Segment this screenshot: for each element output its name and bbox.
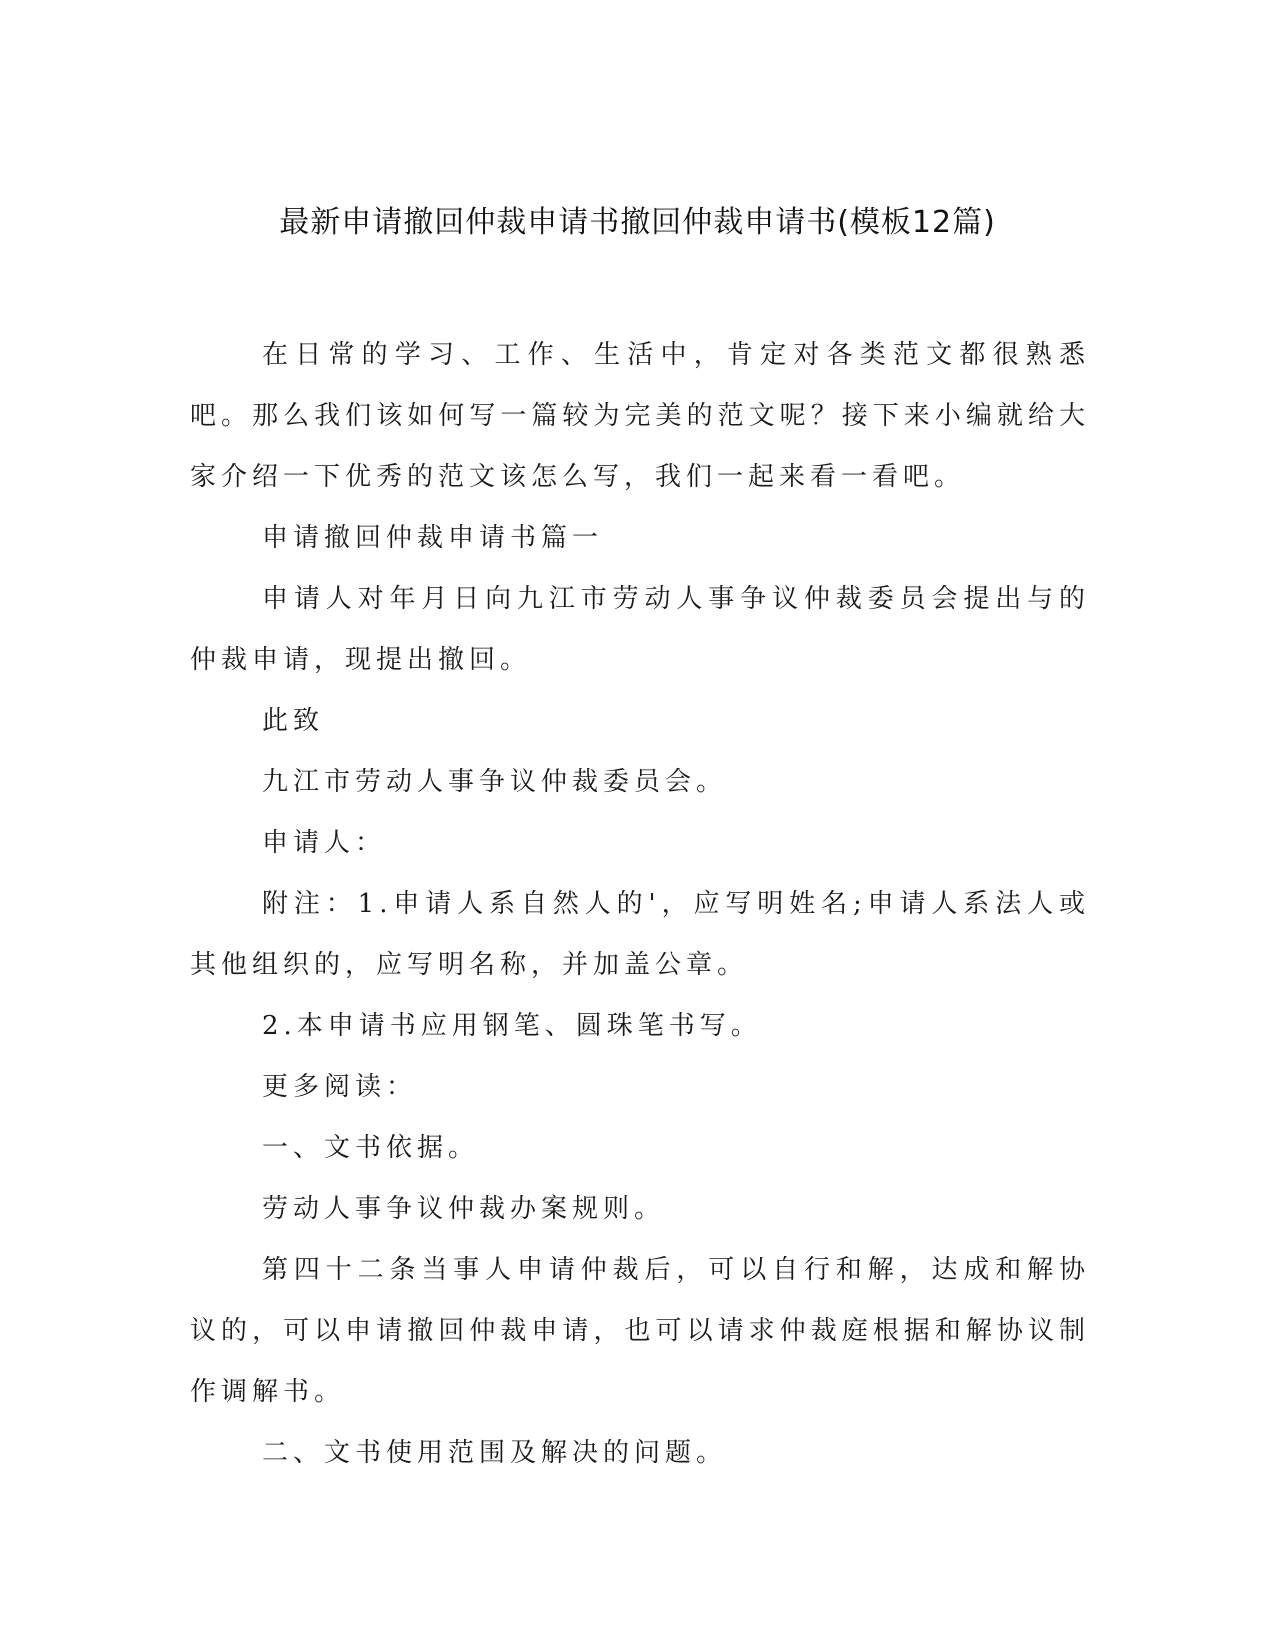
note-paragraph: 2.本申请书应用钢笔、圆珠笔书写。 bbox=[262, 1011, 762, 1041]
applicant-label: 申请人： bbox=[262, 828, 387, 858]
document-body bbox=[190, 325, 1090, 1484]
section-heading: 申请撤回仲裁申请书篇一 bbox=[262, 523, 604, 553]
body-paragraph: 第四十二条当事人申请仲裁后，可以自行和解，达成和解协议的，可以申请撤回仲裁申请，也可以请求仲裁庭根据和解协议制作调解书。 bbox=[190, 1255, 1090, 1407]
body-paragraph: 劳动人事争议仲裁办案规则。 bbox=[262, 1194, 666, 1224]
body-paragraph: 申请人对年月日向九江市劳动人事争议仲裁委员会提出与的仲裁申请，现提出撤回。 bbox=[190, 584, 1090, 675]
recipient: 九江市劳动人事争议仲裁委员会。 bbox=[262, 767, 728, 797]
more-reading-label: 更多阅读： bbox=[262, 1072, 418, 1102]
section-heading: 一、文书依据。 bbox=[262, 1133, 480, 1163]
note-paragraph: 附注：1.申请人系自然人的'，应写明姓名;申请人系法人或其他组织的，应写明名称，并加盖公章。 bbox=[190, 889, 1090, 980]
document-title: 最新申请撤回仲裁申请书撤回仲裁申请书(模板12篇) bbox=[279, 205, 996, 240]
salutation: 此致 bbox=[262, 706, 325, 736]
intro-paragraph: 在日常的学习、工作、生活中，肯定对各类范文都很熟悉吧。那么我们该如何写一篇较为完美的范文呢？接下来小编就给大家介绍一下优秀的范文该怎么写，我们一起来看一看吧。 bbox=[190, 340, 1090, 492]
section-heading: 二、文书使用范围及解决的问题。 bbox=[262, 1438, 728, 1468]
